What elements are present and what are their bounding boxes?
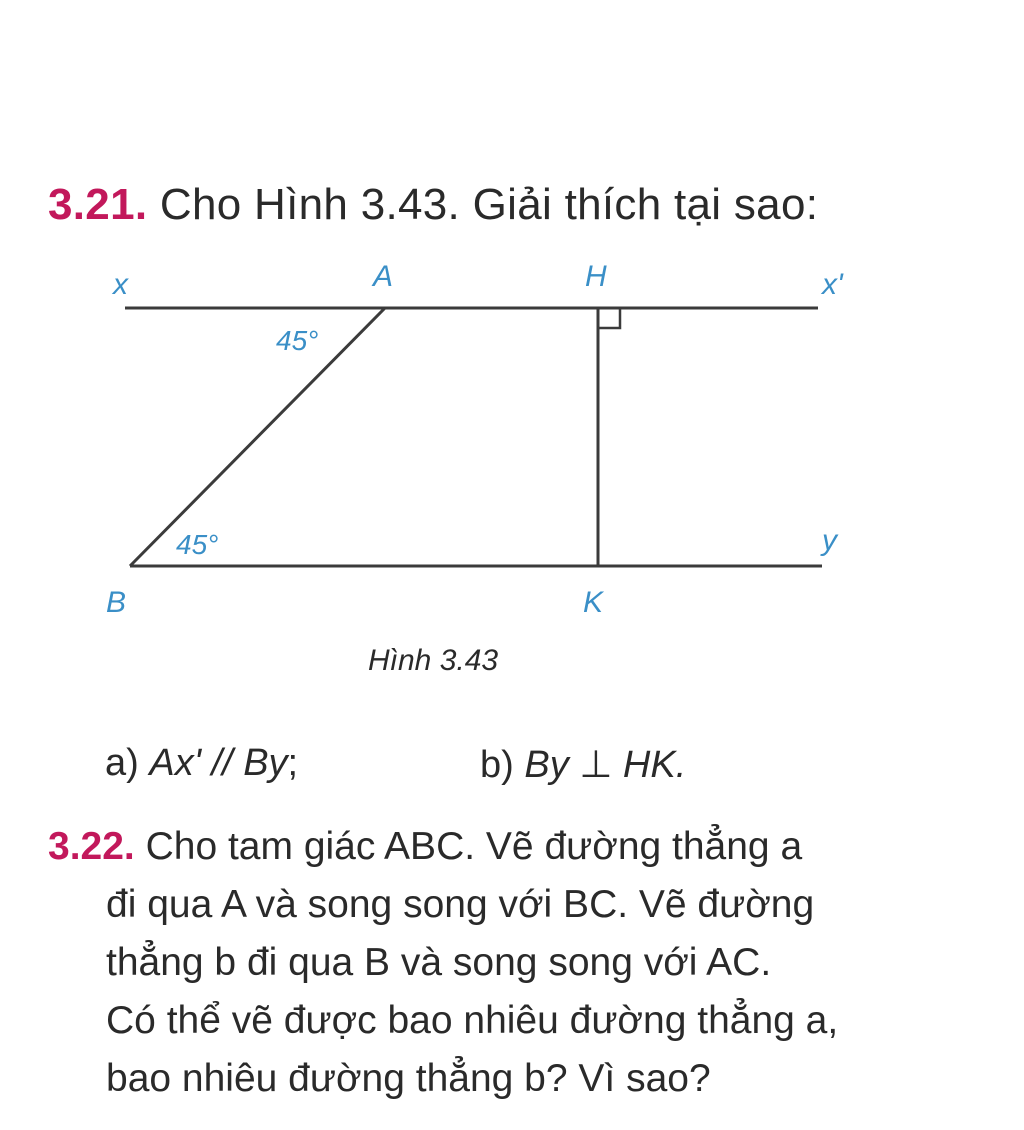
label-x-prime: x'	[822, 268, 843, 301]
exercise-322-number: 3.22.	[48, 825, 135, 868]
right-angle-mark	[598, 308, 620, 328]
label-x: x	[113, 268, 128, 301]
exercise-322-text-1: Cho tam giác ABC. Vẽ đường thẳng a	[134, 825, 803, 868]
exercise-322-line-1	[48, 818, 948, 876]
label-k: K	[583, 586, 604, 619]
exercise-322-line-5: bao nhiêu đường thẳng b? Vì sao?	[106, 1057, 711, 1100]
part-b	[480, 742, 686, 787]
label-a: A	[373, 260, 394, 293]
exercise-322	[48, 818, 948, 1108]
label-h: H	[585, 260, 607, 293]
angle-label-b: 45°	[176, 529, 219, 560]
exercise-322-line-3: thẳng b đi qua B và song song với AC.	[106, 941, 772, 984]
part-a-suffix: ;	[287, 742, 299, 784]
exercise-321-number: 3.21.	[48, 180, 148, 229]
figure-caption: Hình 3.43	[368, 644, 499, 677]
part-b-statement: By ⊥ HK.	[524, 744, 687, 786]
label-b: B	[106, 586, 127, 619]
part-b-prefix: b)	[480, 744, 525, 786]
part-a-statement: Ax' // By	[149, 742, 288, 784]
part-a	[105, 742, 298, 785]
exercise-322-line-4: Có thể vẽ được bao nhiêu đường thẳng a,	[106, 999, 839, 1042]
part-a-prefix: a)	[105, 742, 150, 784]
exercise-322-line-2: đi qua A và song song với BC. Vẽ đường	[106, 883, 815, 926]
segment-ab	[130, 308, 385, 566]
angle-label-a: 45°	[276, 325, 319, 356]
label-y: y	[822, 524, 837, 557]
exercise-321-text: Cho Hình 3.43. Giải thích tại sao:	[159, 180, 819, 229]
